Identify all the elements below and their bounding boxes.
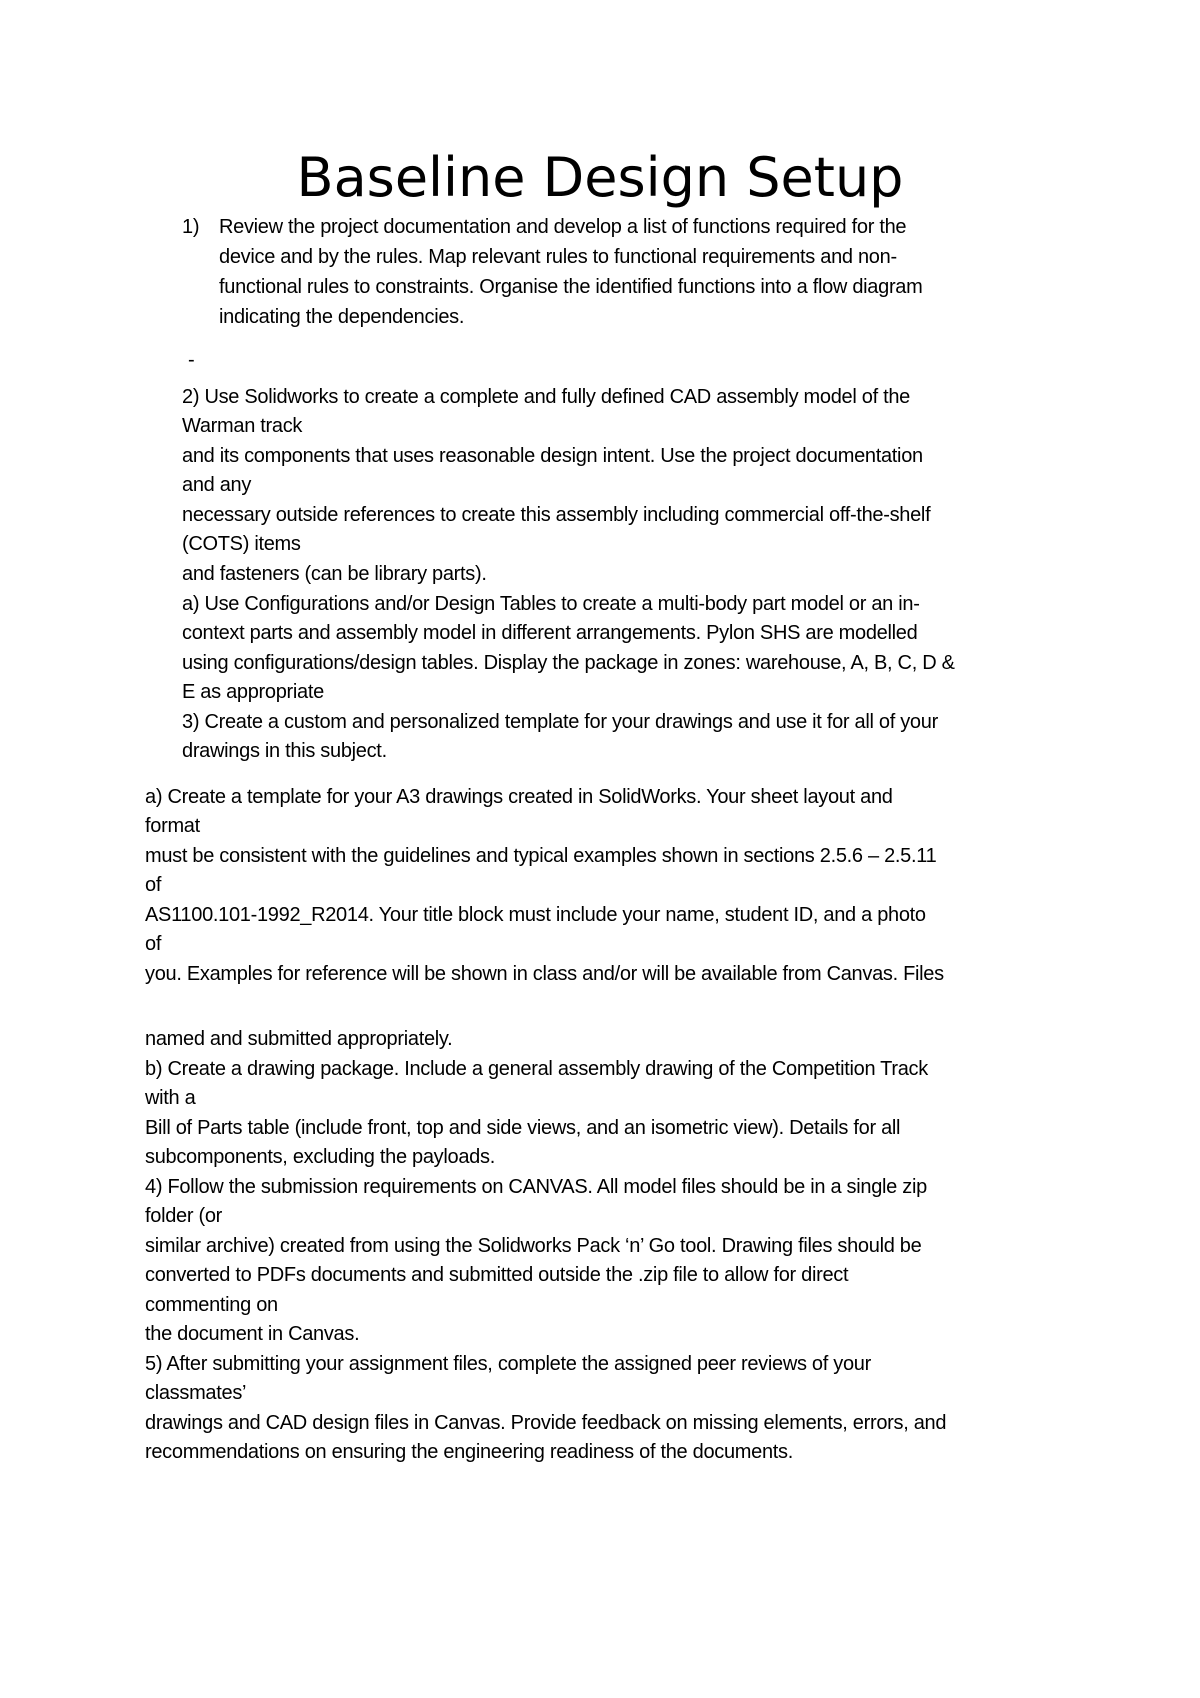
text-line: 3) Create a custom and personalized template for your drawings and use it for all of your xyxy=(182,711,938,733)
text-line: 4) Follow the submission requirements on CANVAS. All model files should be in a single zip xyxy=(145,1176,927,1198)
text-line: the document in Canvas. xyxy=(145,1323,360,1345)
text-line: functional rules to constraints. Organise the identified functions into a flow diagram xyxy=(219,276,923,298)
text-line: AS1100.101-1992_R2014. Your title block must include your name, student ID, and a photo xyxy=(145,904,926,926)
text-line: and fasteners (can be library parts). xyxy=(182,563,487,585)
text-line: folder (or xyxy=(145,1205,223,1227)
dash-marker: - xyxy=(188,349,195,371)
text-line: of xyxy=(145,933,162,955)
text-line: and its components that uses reasonable design intent. Use the project documentation xyxy=(182,445,923,467)
text-line: (COTS) items xyxy=(182,533,301,555)
text-line: Bill of Parts table (include front, top and side views, and an isometric view). Details for all xyxy=(145,1117,901,1139)
text-line: classmates’ xyxy=(145,1382,247,1404)
text-line: 2) Use Solidworks to create a complete and fully defined CAD assembly model of the xyxy=(182,386,910,408)
text-line: E as appropriate xyxy=(182,681,324,703)
text-line: a) Create a template for your A3 drawings created in SolidWorks. Your sheet layout and xyxy=(145,786,893,808)
text-line: Review the project documentation and develop a list of functions required for the xyxy=(219,216,907,238)
text-line: you. Examples for reference will be shown in class and/or will be available from Canvas. Files xyxy=(145,963,944,985)
text-line: indicating the dependencies. xyxy=(219,306,465,328)
text-line: with a xyxy=(145,1087,196,1109)
text-line: using configurations/design tables. Display the package in zones: warehouse, A, B, C, D & xyxy=(182,652,955,674)
text-line: recommendations on ensuring the engineering readiness of the documents. xyxy=(145,1441,794,1463)
text-line: 5) After submitting your assignment files, complete the assigned peer reviews of your xyxy=(145,1353,871,1375)
text-line: device and by the rules. Map relevant rules to functional requirements and non- xyxy=(219,246,897,268)
text-line: context parts and assembly model in different arrangements. Pylon SHS are modelled xyxy=(182,622,918,644)
page-title: Baseline Design Setup xyxy=(296,146,904,209)
text-line: drawings and CAD design files in Canvas. Provide feedback on missing elements, errors, and xyxy=(145,1412,947,1434)
text-line: of xyxy=(145,874,162,896)
text-line: commenting on xyxy=(145,1294,278,1316)
text-line: drawings in this subject. xyxy=(182,740,387,762)
text-line: must be consistent with the guidelines and typical examples shown in sections 2.5.6 – 2.5.11 xyxy=(145,845,937,867)
text-line: format xyxy=(145,815,200,837)
text-line: Warman track xyxy=(182,415,303,437)
text-line: named and submitted appropriately. xyxy=(145,1028,453,1050)
list-number-1: 1) xyxy=(182,216,200,238)
text-line: similar archive) created from using the Solidworks Pack ‘n’ Go tool. Drawing files should be xyxy=(145,1235,922,1257)
text-line: and any xyxy=(182,474,252,496)
text-line: necessary outside references to create this assembly including commercial off-the-shelf xyxy=(182,504,931,526)
text-line: a) Use Configurations and/or Design Tables to create a multi-body part model or an in- xyxy=(182,593,920,615)
text-line: b) Create a drawing package. Include a general assembly drawing of the Competition Track xyxy=(145,1058,928,1080)
text-line: converted to PDFs documents and submitted outside the .zip file to allow for direct xyxy=(145,1264,849,1286)
text-line: subcomponents, excluding the payloads. xyxy=(145,1146,495,1168)
